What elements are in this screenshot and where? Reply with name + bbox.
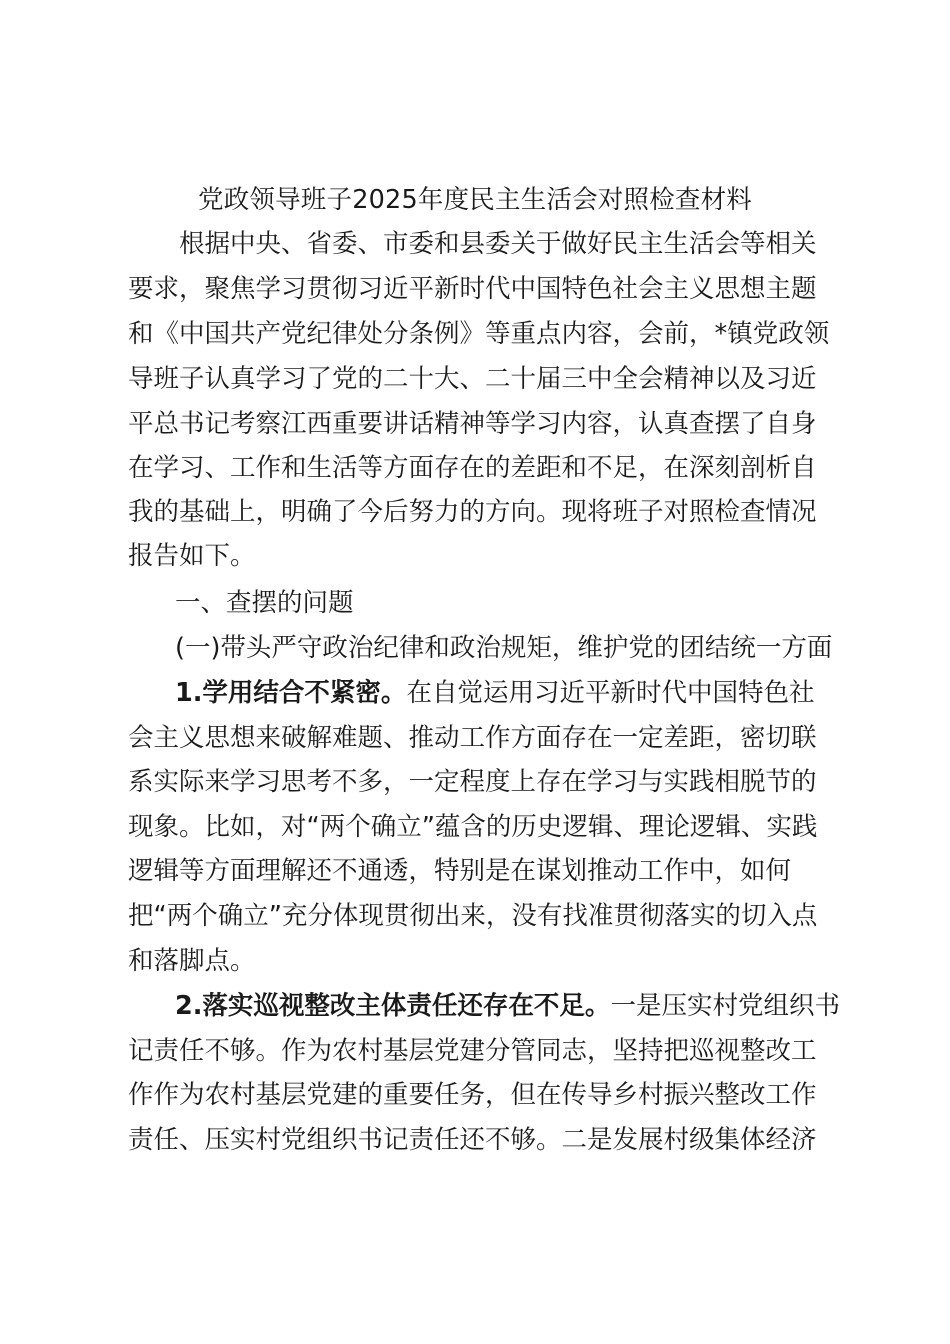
item1-line: 系实际来学习思考不多，一定程度上存在学习与实践相脱节的 (128, 767, 817, 797)
intro-line: 在学习、工作和生活等方面存在的差距和不足，在深刻剖析自 (128, 453, 817, 483)
item2-line: 记责任不够。作为农村基层党建分管同志，坚持把巡视整改工 (128, 1036, 817, 1066)
item2-bold-lead: 2.落实巡视整改主体责任还存在不足。 (175, 991, 611, 1021)
item1-line: 和落脚点。 (128, 946, 256, 976)
intro-line: 导班子认真学习了党的二十大、二十届三中全会精神以及习近 (128, 364, 817, 394)
item1-line: 会主义思想来破解难题、推动工作方面存在一定差距，密切联 (128, 723, 817, 753)
intro-line: 平总书记考察江西重要讲话精神等学习内容，认真查摆了自身 (128, 409, 817, 439)
intro-line: 我的基础上，明确了今后努力的方向。现将班子对照检查情况 (128, 497, 817, 527)
item1-line: 逻辑等方面理解还不通透，特别是在谋划推动工作中，如何 (128, 856, 792, 886)
item1-line: 现象。比如，对“两个确立”蕴含的历史逻辑、理论逻辑、实践 (128, 812, 818, 842)
item2-line: 作作为农村基层党建的重要任务，但在传导乡村振兴整改工作 (128, 1080, 817, 1110)
intro-line: 要求，聚焦学习贯彻习近平新时代中国特色社会主义思想主题 (128, 274, 817, 304)
item2-first-line-text: 一是压实村党组织书 (610, 991, 840, 1021)
item1-bold-lead: 1.学用结合不紧密。 (175, 678, 407, 708)
item2-first-line (128, 984, 840, 1028)
intro-line: 报告如下。 (128, 541, 256, 571)
item1-first-line (128, 671, 828, 715)
item1-first-line-text: 在自觉运用习近平新时代中国特色社 (406, 678, 815, 708)
intro-line: 根据中央、省委、市委和县委关于做好民主生活会等相关 (179, 229, 817, 259)
item2-line: 责任、压实村党组织书记责任还不够。二是发展村级集体经济 (128, 1125, 817, 1155)
item1-line: 把“两个确立”充分体现贯彻出来，没有找准贯彻落实的切入点 (128, 901, 818, 931)
section-heading: 一、查摆的问题 (175, 588, 354, 618)
intro-line: 和《中国共产党纪律处分条例》等重点内容，会前，*镇党政领 (128, 319, 830, 349)
document-title: 党政领导班子2025年度民主生活会对照检查材料 (198, 185, 752, 215)
subsection-heading: (一)带头严守政治纪律和政治规矩，维护党的团结统一方面 (175, 633, 833, 663)
